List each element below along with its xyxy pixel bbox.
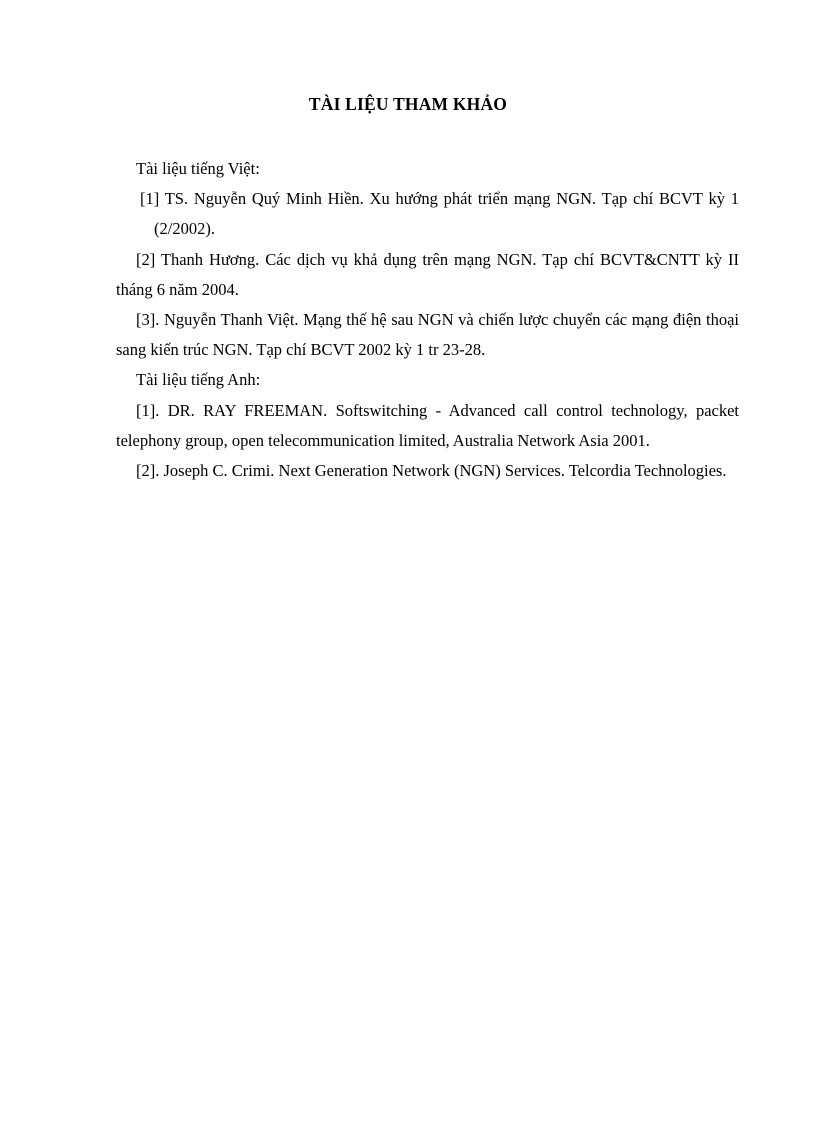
vietnamese-ref-3: [3]. Nguyễn Thanh Việt. Mạng thế hệ sau NGN và chiến lược chuyển các mạng điện thoại sang kiến trúc NGN. Tạp chí BCVT 2002 kỳ 1 tr 23-28. xyxy=(116,310,739,360)
english-ref-2: [2]. Joseph C. Crimi. Next Generation Network (NGN) Services. Telcordia Technologies. xyxy=(136,461,727,481)
english-ref-1: [1]. DR. RAY FREEMAN. Softswitching - Advanced call control technology, packet telephony group, open telecommunication limited, Australia Network Asia 2001. xyxy=(116,400,739,450)
vietnamese-ref-1 xyxy=(116,184,739,244)
vietnamese-ref-2: [2] Thanh Hương. Các dịch vụ khả dụng trên mạng NGN. Tạp chí BCVT&CNTT kỳ II tháng 6 năm 2004. xyxy=(116,249,739,299)
english-refs-heading: Tài liệu tiếng Anh: xyxy=(136,370,261,390)
page-title: TÀI LIỆU THAM KHẢO xyxy=(308,94,508,114)
vietnamese-ref-1-date: (2/2002). xyxy=(154,219,215,239)
vietnamese-ref-1-text: [1] TS. Nguyễn Quý Minh Hiền. Xu hướng phát triển mạng NGN. Tạp chí BCVT kỳ 1 xyxy=(140,189,739,209)
vietnamese-refs-heading: Tài liệu tiếng Việt: xyxy=(136,159,260,178)
reference-list xyxy=(116,154,739,486)
